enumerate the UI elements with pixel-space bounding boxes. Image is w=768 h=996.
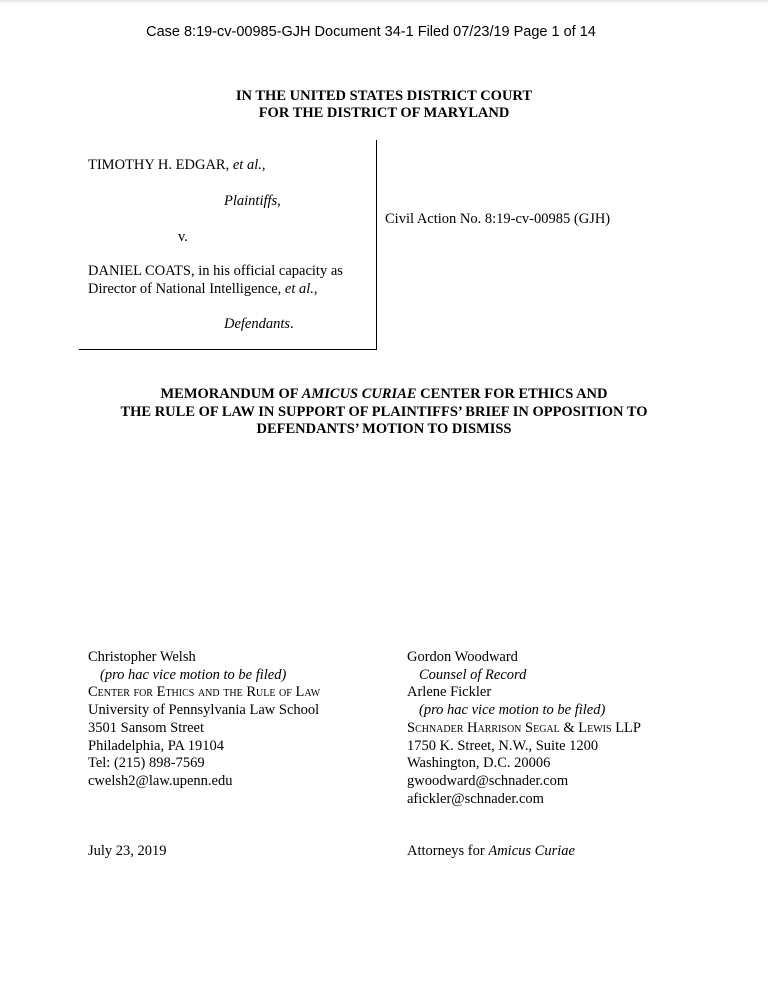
title-line-2: THE RULE OF LAW IN SUPPORT OF PLAINTIFFS’ BRIEF IN OPPOSITION TO [120, 403, 648, 420]
right-counsel-street: 1750 K. Street, N.W., Suite 1200 [407, 737, 599, 754]
left-counsel-city: Philadelphia, PA 19104 [88, 737, 225, 754]
right-counsel-name-1: Gordon Woodward [407, 649, 518, 665]
title-line-1-suffix: CENTER FOR ETHICS AND [420, 386, 608, 402]
defendants-period: . [290, 316, 294, 332]
plaintiff-name [88, 157, 265, 174]
memorandum-title [0, 386, 768, 439]
attorneys-for-prefix: Attorneys for [407, 843, 485, 859]
court-heading [0, 88, 768, 122]
plaintiffs-label-text: Plaintiffs [224, 193, 278, 209]
versus: v. [178, 229, 188, 245]
right-counsel-block [407, 649, 641, 808]
left-counsel-block [88, 649, 320, 791]
plaintiff-name-text: TIMOTHY H. EDGAR, [88, 157, 230, 173]
left-counsel-name: Christopher Welsh [88, 649, 196, 665]
defendant-line-2-text: Director of National Intelligence, [88, 281, 282, 297]
caption-vertical-rule [376, 140, 377, 350]
title-line-1 [0, 386, 768, 404]
filing-date: July 23, 2019 [88, 843, 167, 859]
right-counsel-email-1: gwoodward@schnader.com [407, 772, 569, 789]
right-counsel-city: Washington, D.C. 20006 [407, 755, 551, 772]
right-counsel-name-2: Arlene Fickler [407, 684, 492, 701]
defendants-label-text: Defendants [224, 316, 291, 332]
right-counsel-role-1: Counsel of Record [419, 666, 527, 683]
defendant-line-1: DANIEL COATS, in his official capacity as [88, 263, 343, 279]
plaintiffs-comma: , [277, 193, 281, 209]
civil-action-number: Civil Action No. 8:19-cv-00985 (GJH) [385, 211, 611, 227]
right-counsel-status-2: (pro hac vice motion to be filed) [419, 702, 606, 719]
attorneys-for-amicus: Amicus Curiae [488, 843, 575, 859]
left-counsel-street: 3501 Sansom Street [88, 719, 204, 736]
defendants-label [224, 316, 294, 333]
title-line-1-prefix: MEMORANDUM OF [160, 386, 299, 402]
plaintiff-et-al: et al. [232, 157, 262, 173]
left-counsel-org: Center for Ethics and the Rule of Law [88, 684, 321, 701]
left-counsel-school: University of Pennsylvania Law School [88, 702, 320, 719]
left-counsel-status: (pro hac vice motion to be filed) [100, 666, 287, 683]
defendant-et-al: et al. [284, 281, 314, 297]
page-top-edge [0, 0, 768, 4]
court-line-1: IN THE UNITED STATES DISTRICT COURT [235, 88, 533, 104]
title-amicus-curiae: AMICUS CURIAE [301, 386, 417, 402]
right-counsel-email-2: afickler@schnader.com [407, 790, 544, 807]
defendant-line-2 [88, 281, 318, 298]
title-line-3: DEFENDANTS’ MOTION TO DISMISS [256, 421, 512, 437]
right-counsel-firm: Schnader Harrison Segal & Lewis LLP [407, 719, 641, 736]
filing-stamp: Case 8:19-cv-00985-GJH Document 34-1 Filed 07/23/19 Page 1 of 14 [146, 24, 596, 40]
left-counsel-email: cwelsh2@law.upenn.edu [88, 772, 233, 789]
caption-horizontal-rule [79, 349, 377, 350]
plaintiff-comma: , [261, 157, 266, 173]
court-line-2: FOR THE DISTRICT OF MARYLAND [258, 105, 510, 121]
attorneys-for [407, 843, 575, 860]
plaintiffs-label [224, 193, 281, 210]
defendant-comma: , [313, 281, 318, 297]
left-counsel-tel: Tel: (215) 898-7569 [88, 755, 205, 772]
